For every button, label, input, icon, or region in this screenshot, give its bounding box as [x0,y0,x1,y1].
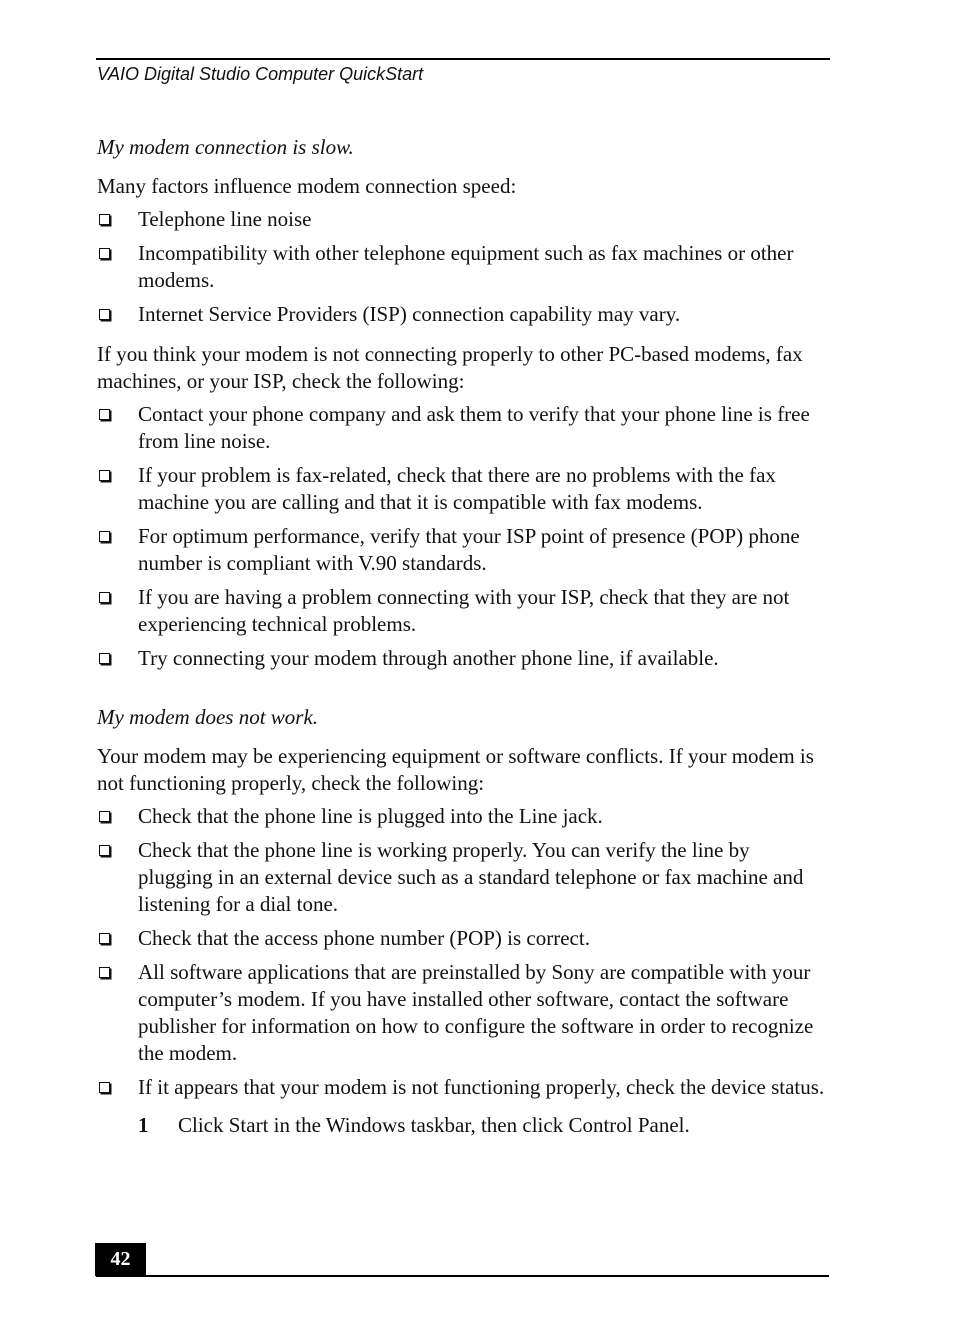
list-item: If you are having a problem connecting with your ISP, check that they are not experiencing technical problems. [97,584,827,638]
page-number-badge: 42 [95,1243,146,1276]
check-list [97,401,827,672]
list-item: Check that the access phone number (POP) is correct. [97,925,827,952]
list-item: Telephone line noise [97,206,827,233]
list-item: If it appears that your modem is not functioning properly, check the device status. [97,1074,827,1101]
factor-list [97,206,827,328]
checkbox-bullet-icon [99,248,110,259]
list-item: Contact your phone company and ask them to verify that your phone line is free from line noise. [97,401,827,455]
running-header: VAIO Digital Studio Computer QuickStart [97,64,424,84]
step-number: 1 [138,1113,149,1137]
section-heading-slow-connection: My modem connection is slow. [97,135,354,159]
checkbox-bullet-icon [99,409,110,420]
checkbox-bullet-icon [99,1082,110,1093]
list-item: For optimum performance, verify that your ISP point of presence (POP) phone number is compliant with V.90 standards. [97,523,827,577]
numbered-step [97,1112,827,1139]
section-heading-modem-not-working: My modem does not work. [97,705,319,729]
footer-rule [96,1275,829,1277]
checkbox-bullet-icon [99,933,110,944]
list-item: All software applications that are preinstalled by Sony are compatible with your computer’s modem. If you have installed other software, contact the software publisher for information on how to configure the software in order to recognize the modem. [97,959,827,1067]
list-item: Incompatibility with other telephone equipment such as fax machines or other modems. [97,240,827,294]
checkbox-bullet-icon [99,592,110,603]
checkbox-bullet-icon [99,531,110,542]
step-text: Click Start in the Windows taskbar, then click Control Panel. [178,1113,690,1137]
checkbox-bullet-icon [99,811,110,822]
checkbox-bullet-icon [99,309,110,320]
list-item: Check that the phone line is plugged into the Line jack. [97,803,827,830]
header-rule [96,58,830,60]
checkbox-bullet-icon [99,470,110,481]
check-list [97,803,827,1101]
checkbox-bullet-icon [99,967,110,978]
checkbox-bullet-icon [99,845,110,856]
check-intro: If you think your modem is not connecting properly to other PC-based modems, fax machines, or your ISP, check the following: [97,342,803,393]
page-content [97,134,827,1139]
section-intro: Your modem may be experiencing equipment or software conflicts. If your modem is not functioning properly, check the following: [97,744,814,795]
list-item: Check that the phone line is working properly. You can verify the line by plugging in an external device such as a standard telephone or fax machine and listening for a dial tone. [97,837,827,918]
list-item: Try connecting your modem through another phone line, if available. [97,645,827,672]
list-item: If your problem is fax-related, check that there are no problems with the fax machine you are calling and that it is compatible with fax modems. [97,462,827,516]
checkbox-bullet-icon [99,653,110,664]
list-item: Internet Service Providers (ISP) connection capability may vary. [97,301,827,328]
checkbox-bullet-icon [99,214,110,225]
section-intro: Many factors influence modem connection speed: [97,174,517,198]
